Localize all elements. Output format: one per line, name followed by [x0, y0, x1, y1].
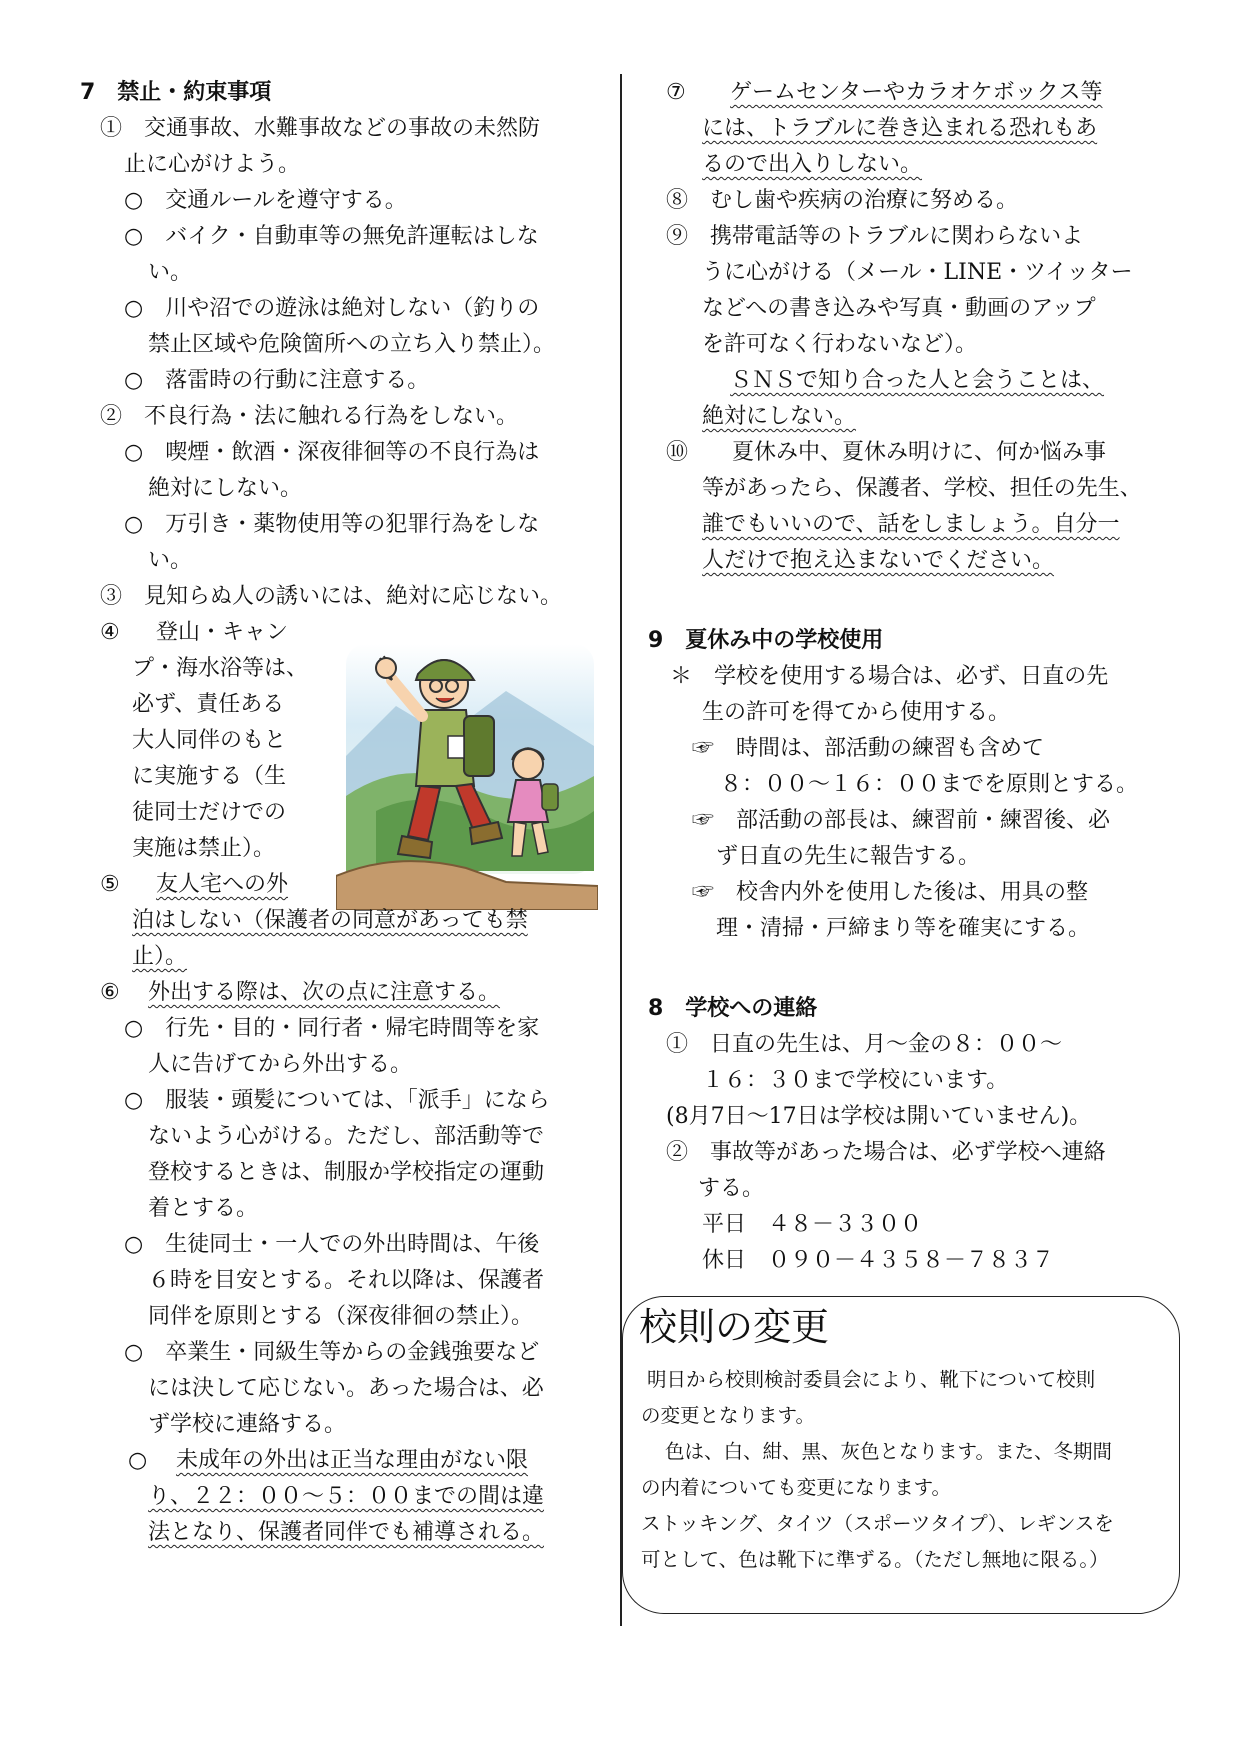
sub-item-curfew-1: ○ 生徒同士・一人での外出時間は、午後: [124, 1232, 540, 1257]
sub-item-swim-2: 禁止区域や危険箇所への立ち入り禁止）。: [148, 332, 556, 357]
school-use-hours-2: ８：００～１６：００までを原則とする。: [720, 772, 1139, 797]
school-use-hours-1: ☞ 時間は、部活動の練習も含めて: [692, 736, 1045, 761]
sub-item-destination-1: ○ 行先・目的・同行者・帰宅時間等を家: [124, 1016, 540, 1041]
sub-item-clothing-3: 登校するときは、制服か学校指定の運動: [148, 1160, 545, 1185]
item-5-number: ⑤: [100, 872, 120, 897]
contact-duty-1: ① 日直の先生は、月～金の８：００～: [666, 1032, 1063, 1057]
sub-item-extortion-3: ず学校に連絡する。: [148, 1412, 347, 1437]
contact-holiday-phone: 休日 ０９０－４３５８－７８３７: [702, 1248, 1055, 1273]
contact-accident-2: する。: [698, 1176, 765, 1201]
item-5-line-2: 泊はしない（保護者の同意があっても禁: [132, 908, 528, 933]
sub-item-minor-mark: ○: [128, 1448, 148, 1473]
rule-change-line-4: の内着についても変更になります。: [641, 1476, 952, 1499]
item-10-line-3: 誰でもいいので、話をしましょう。自分一: [702, 512, 1120, 537]
contact-weekday-phone: 平日 ４８－３３００: [702, 1212, 923, 1237]
item-6-number: ⑥: [100, 980, 120, 1005]
sub-item-swim-1: ○ 川や沼での遊泳は絶対しない（釣りの: [124, 296, 540, 321]
item-1-line-1: ① 交通事故、水難事故などの事故の未然防: [100, 116, 541, 141]
sub-item-license-2: い。: [148, 260, 193, 285]
section-7-heading: 7 禁止・約束事項: [80, 80, 272, 105]
item-3: ③ 見知らぬ人の誘いには、絶対に応じない。: [100, 584, 563, 609]
item-7-line-2: には、トラブルに巻き込まれる恐れもあ: [702, 116, 1098, 141]
school-use-line-1: ＊ 学校を使用する場合は、必ず、日直の先: [670, 664, 1109, 689]
sub-item-minor-1: 未成年の外出は正当な理由がない限: [176, 1448, 529, 1473]
rule-change-line-1: 明日から校則検討委員会により、靴下について校則: [647, 1368, 1096, 1391]
sub-item-extortion-2: には決して応じない。あった場合は、必: [148, 1376, 544, 1401]
item-7-line-3: るので出入りしない。: [702, 152, 923, 177]
sub-item-license-1: ○ バイク・自動車等の無免許運転はしな: [124, 224, 539, 249]
item-4-number: ④: [100, 620, 120, 645]
rule-change-line-3: 色は、白、紺、黒、灰色となります。また、冬期間: [665, 1440, 1112, 1463]
item-10-line-4: 人だけで抱え込まないでください。: [702, 548, 1055, 573]
school-use-cleanup-1: ☞ 校舎内外を使用した後は、用具の整: [692, 880, 1089, 905]
item-9-line-3: などへの書き込みや写真・動画のアップ: [702, 296, 1096, 321]
sub-item-smoking-1: ○ 喫煙・飲酒・深夜徘徊等の不良行為は: [124, 440, 540, 465]
item-9-line-2: うに心がける（メール・LINE・ツイッター: [702, 260, 1133, 285]
rule-change-box: [622, 1296, 1180, 1614]
sub-item-extortion-1: ○ 卒業生・同級生等からの金銭強要など: [124, 1340, 540, 1365]
item-4-line-3: 必ず、責任ある: [132, 692, 285, 717]
sub-item-minor-3: 法となり、保護者同伴でも補導される。: [148, 1520, 545, 1545]
item-9-line-1: ⑨ 携帯電話等のトラブルに関わらないよ: [666, 224, 1084, 249]
contact-closed-dates: (8月7日～17日は学校は開いていません)。: [666, 1104, 1092, 1129]
item-5-line-1: 友人宅への外: [156, 872, 289, 897]
item-6-text: 外出する際は、次の点に注意する。: [148, 980, 501, 1005]
item-4-line-7: 実施は禁止）。: [132, 836, 276, 861]
sub-item-curfew-2: ６時を目安とする。それ以降は、保護者: [148, 1268, 545, 1293]
sub-item-destination-2: 人に告げてから外出する。: [148, 1052, 413, 1077]
item-2: ② 不良行為・法に触れる行為をしない。: [100, 404, 519, 429]
item-4-line-4: 大人同伴のもと: [132, 728, 287, 753]
contact-accident-1: ② 事故等があった場合は、必ず学校へ連絡: [666, 1140, 1106, 1165]
hiking-illustration: [336, 636, 598, 910]
item-8: ⑧ むし歯や疾病の治療に努める。: [666, 188, 1019, 213]
item-1-line-2: 止に心がけよう。: [124, 152, 301, 177]
item-7-line-1: ゲームセンターやカラオケボックス等: [730, 80, 1103, 105]
sub-item-crime-2: い。: [148, 548, 193, 573]
section-9-heading: 9 夏休み中の学校使用: [648, 628, 884, 653]
sub-item-crime-1: ○ 万引き・薬物使用等の犯罪行為をしな: [124, 512, 540, 537]
school-use-captain-1: ☞ 部活動の部長は、練習前・練習後、必: [692, 808, 1111, 833]
rule-change-line-2: の変更となります。: [641, 1404, 815, 1427]
sub-item-traffic: ○ 交通ルールを遵守する。: [124, 188, 407, 213]
item-4-line-1: 登山・キャン: [156, 620, 289, 645]
school-use-line-2: 生の許可を得てから使用する。: [702, 700, 1011, 725]
item-4-line-2: プ・海水浴等は、: [132, 656, 309, 681]
rule-change-line-6: 可として、色は靴下に準ずる。（ただし無地に限る。）: [641, 1548, 1109, 1571]
item-9-sns-2: 絶対にしない。: [702, 404, 857, 429]
section-8-heading: 8 学校への連絡: [648, 996, 818, 1021]
item-10-line-2: 等があったら、保護者、学校、担任の先生、: [702, 476, 1142, 501]
sub-item-smoking-2: 絶対にしない。: [148, 476, 303, 501]
item-4-line-6: 徒同士だけでの: [132, 800, 287, 825]
school-use-cleanup-2: 理・清掃・戸締まり等を確実にする。: [716, 916, 1091, 941]
sub-item-clothing-4: 着とする。: [148, 1196, 259, 1221]
item-9-line-4: を許可なく行わないなど）。: [702, 332, 978, 357]
contact-duty-2: １６：３０まで学校にいます。: [702, 1068, 1009, 1093]
item-4-line-5: に実施する（生: [132, 764, 287, 789]
sub-item-minor-2: り、２２：００～５：００までの間は違: [148, 1484, 545, 1509]
school-use-captain-2: ず日直の先生に報告する。: [716, 844, 981, 869]
item-9-sns-1: ＳＮＳで知り合った人と会うことは、: [730, 368, 1105, 393]
rule-change-title: 校則の変更: [639, 1305, 830, 1349]
sub-item-curfew-3: 同伴を原則とする（深夜徘徊の禁止）。: [148, 1304, 534, 1329]
sub-item-clothing-2: ないよう心がける。ただし、部活動等で: [148, 1124, 545, 1149]
item-5-line-3: 止）。: [132, 944, 188, 969]
sub-item-clothing-1: ○ 服装・頭髪については、「派手」になら: [124, 1088, 550, 1113]
item-10-line-1: ⑩ 夏休み中、夏休み明けに、何か悩み事: [666, 440, 1107, 465]
rule-change-line-5: ストッキング、タイツ（スポーツタイプ）、レギンスを: [641, 1512, 1114, 1535]
sub-item-lightning: ○ 落雷時の行動に注意する。: [124, 368, 430, 393]
item-7-number: ⑦: [666, 80, 686, 105]
